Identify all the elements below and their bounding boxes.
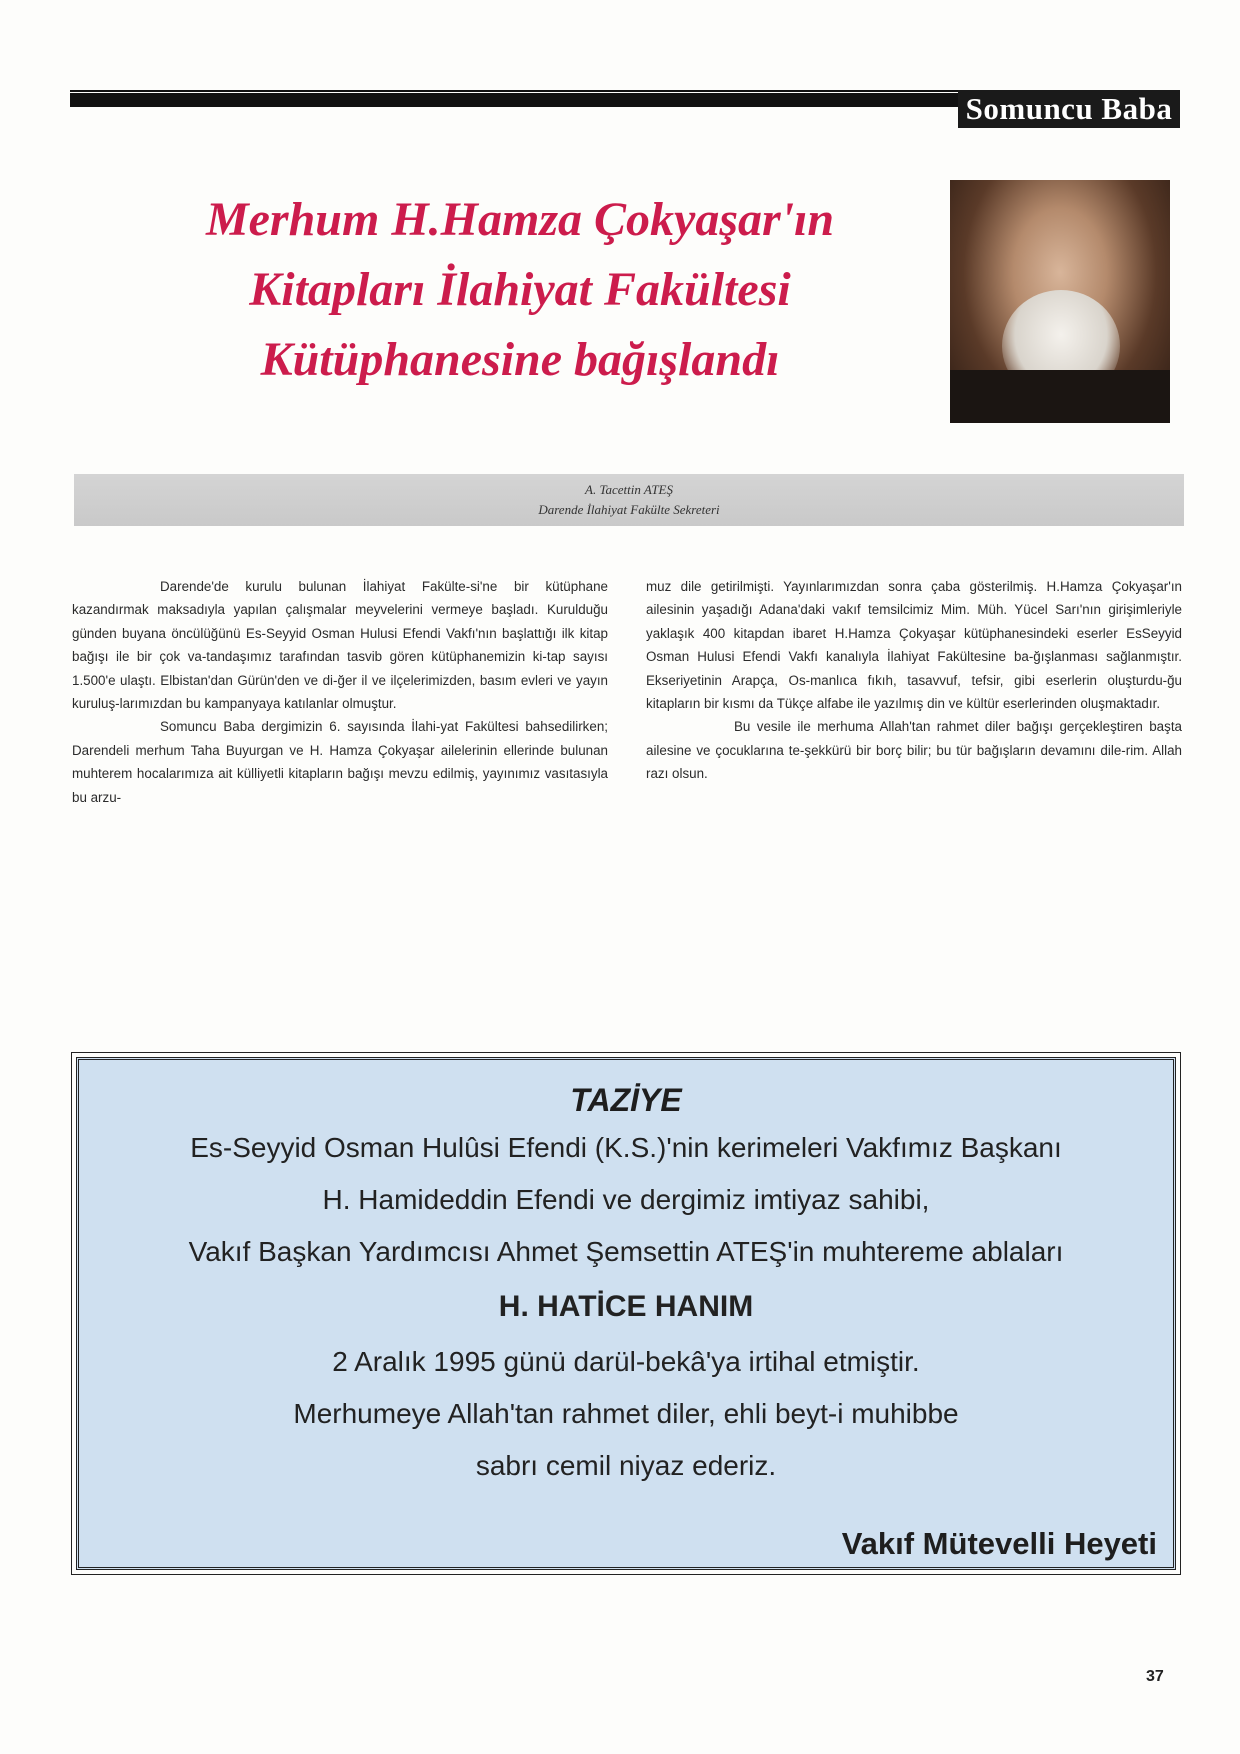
condolence-line: Es-Seyyid Osman Hulûsi Efendi (K.S.)'nin kerimeleri Vakfımız Başkanı [190, 1132, 1062, 1163]
condolence-line: sabrı cemil niyaz ederiz. [475, 1450, 777, 1481]
author-name: A. Tacettin ATEŞ [585, 482, 673, 497]
article-title [110, 185, 930, 395]
deceased-name: H. HATİCE HANIM [498, 1290, 754, 1323]
paragraph: Somuncu Baba dergimizin 6. sayısında İlahi-yat Fakültesi bahsedilirken; Darendeli merhum Taha Buyurgan ve H. Hamza Çokyaşar ailelerinin ellerinde bulunan muhterem hocalarımıza ait külliyetli kitapların bağışı mevzu edilmiş, yayınımız vasıtasıyla bu arzu- [72, 719, 608, 805]
condolence-line: Vakıf Başkan Yardımcısı Ahmet Şemsettin ATEŞ'in muhtereme ablaları [188, 1236, 1064, 1267]
title-line: Merhum H.Hamza Çokyaşar'ın [205, 193, 835, 246]
condolence-line: 2 Aralık 1995 günü darül-bekâ'ya irtihal etmiştir. [332, 1346, 920, 1377]
condolence-line: H. Hamideddin Efendi ve dergimiz imtiyaz sahibi, [322, 1184, 930, 1215]
paragraph: Darende'de kurulu bulunan İlahiyat Fakülte-si'ne bir kütüphane kazandırmak maksadıyla yapılan çalışmalar meyvelerini vermeye başladı. Kurulduğu günden buyana öncülüğünü Es-Seyyid Osman Hulusi Efendi Vakfı'nın başlattığı ilk kitap bağışı ile bir çok va-tandaşımız tarafından tasvib gören kütüphanemizin ki-tap sayısı 1.500'e ulaştı. Elbistan'dan Gürün'den ve di-ğer il ve ilçelerimizden, basım evleri ve yayın kuruluş-larımızdan bu kampanyaya katılanlar olmuştur. [72, 579, 608, 712]
article-column-left [72, 575, 608, 809]
condolence-signature: Vakıf Mütevelli Heyeti [841, 1526, 1157, 1561]
byline [74, 474, 1184, 526]
paragraph: muz dile getirilmişti. Yayınlarımızdan sonra çaba gösterilmiş. H.Hamza Çokyaşar'ın ailesinin yaşadığı Adana'daki vakıf temsilcimiz Mim. Müh. Yücel Sarı'nın girişimleriyle yaklaşık 400 kitapdan ibaret H.Hamza Çokyaşar kütüphanesindeki eserler EsSeyyid Osman Hulusi Efendi Vakfı kanalıyla İlahiyat Fakültesine ba-ğışlanması sağlanmıştır. Ekseriyetinin Arapça, Os-manlıca fıkıh, tasavvuf, tefsir, gibi eserlerin oluşturdu-ğu kitapların bir kısmı da Tükçe alfabe ile yazılmış din ve kültür eserlerinden oluşmaktadır. [646, 579, 1182, 712]
condolence-box [76, 1057, 1176, 1570]
condolence-title: TAZİYE [570, 1082, 682, 1118]
author-role: Darende İlahiyat Fakülte Sekreteri [538, 502, 720, 517]
magazine-name: Somuncu Baba [958, 90, 1180, 128]
title-line: Kütüphanesine bağışlandı [260, 333, 780, 386]
page-number: 37 [1146, 1668, 1164, 1685]
header-rule-thin [70, 90, 960, 92]
header-rule [70, 93, 960, 107]
title-line: Kitapları İlahiyat Fakültesi [249, 263, 791, 316]
portrait-photo [950, 180, 1170, 423]
article-column-right [646, 575, 1182, 786]
condolence-line: Merhumeye Allah'tan rahmet diler, ehli beyt-i muhibbe [293, 1398, 959, 1429]
paragraph: Bu vesile ile merhuma Allah'tan rahmet diler bağışı gerçekleştiren başta ailesine ve çocuklarına te-şekkürü bir borç bilir; bu tür bağışların devamını dile-rim. Allah razı olsun. [646, 719, 1182, 782]
